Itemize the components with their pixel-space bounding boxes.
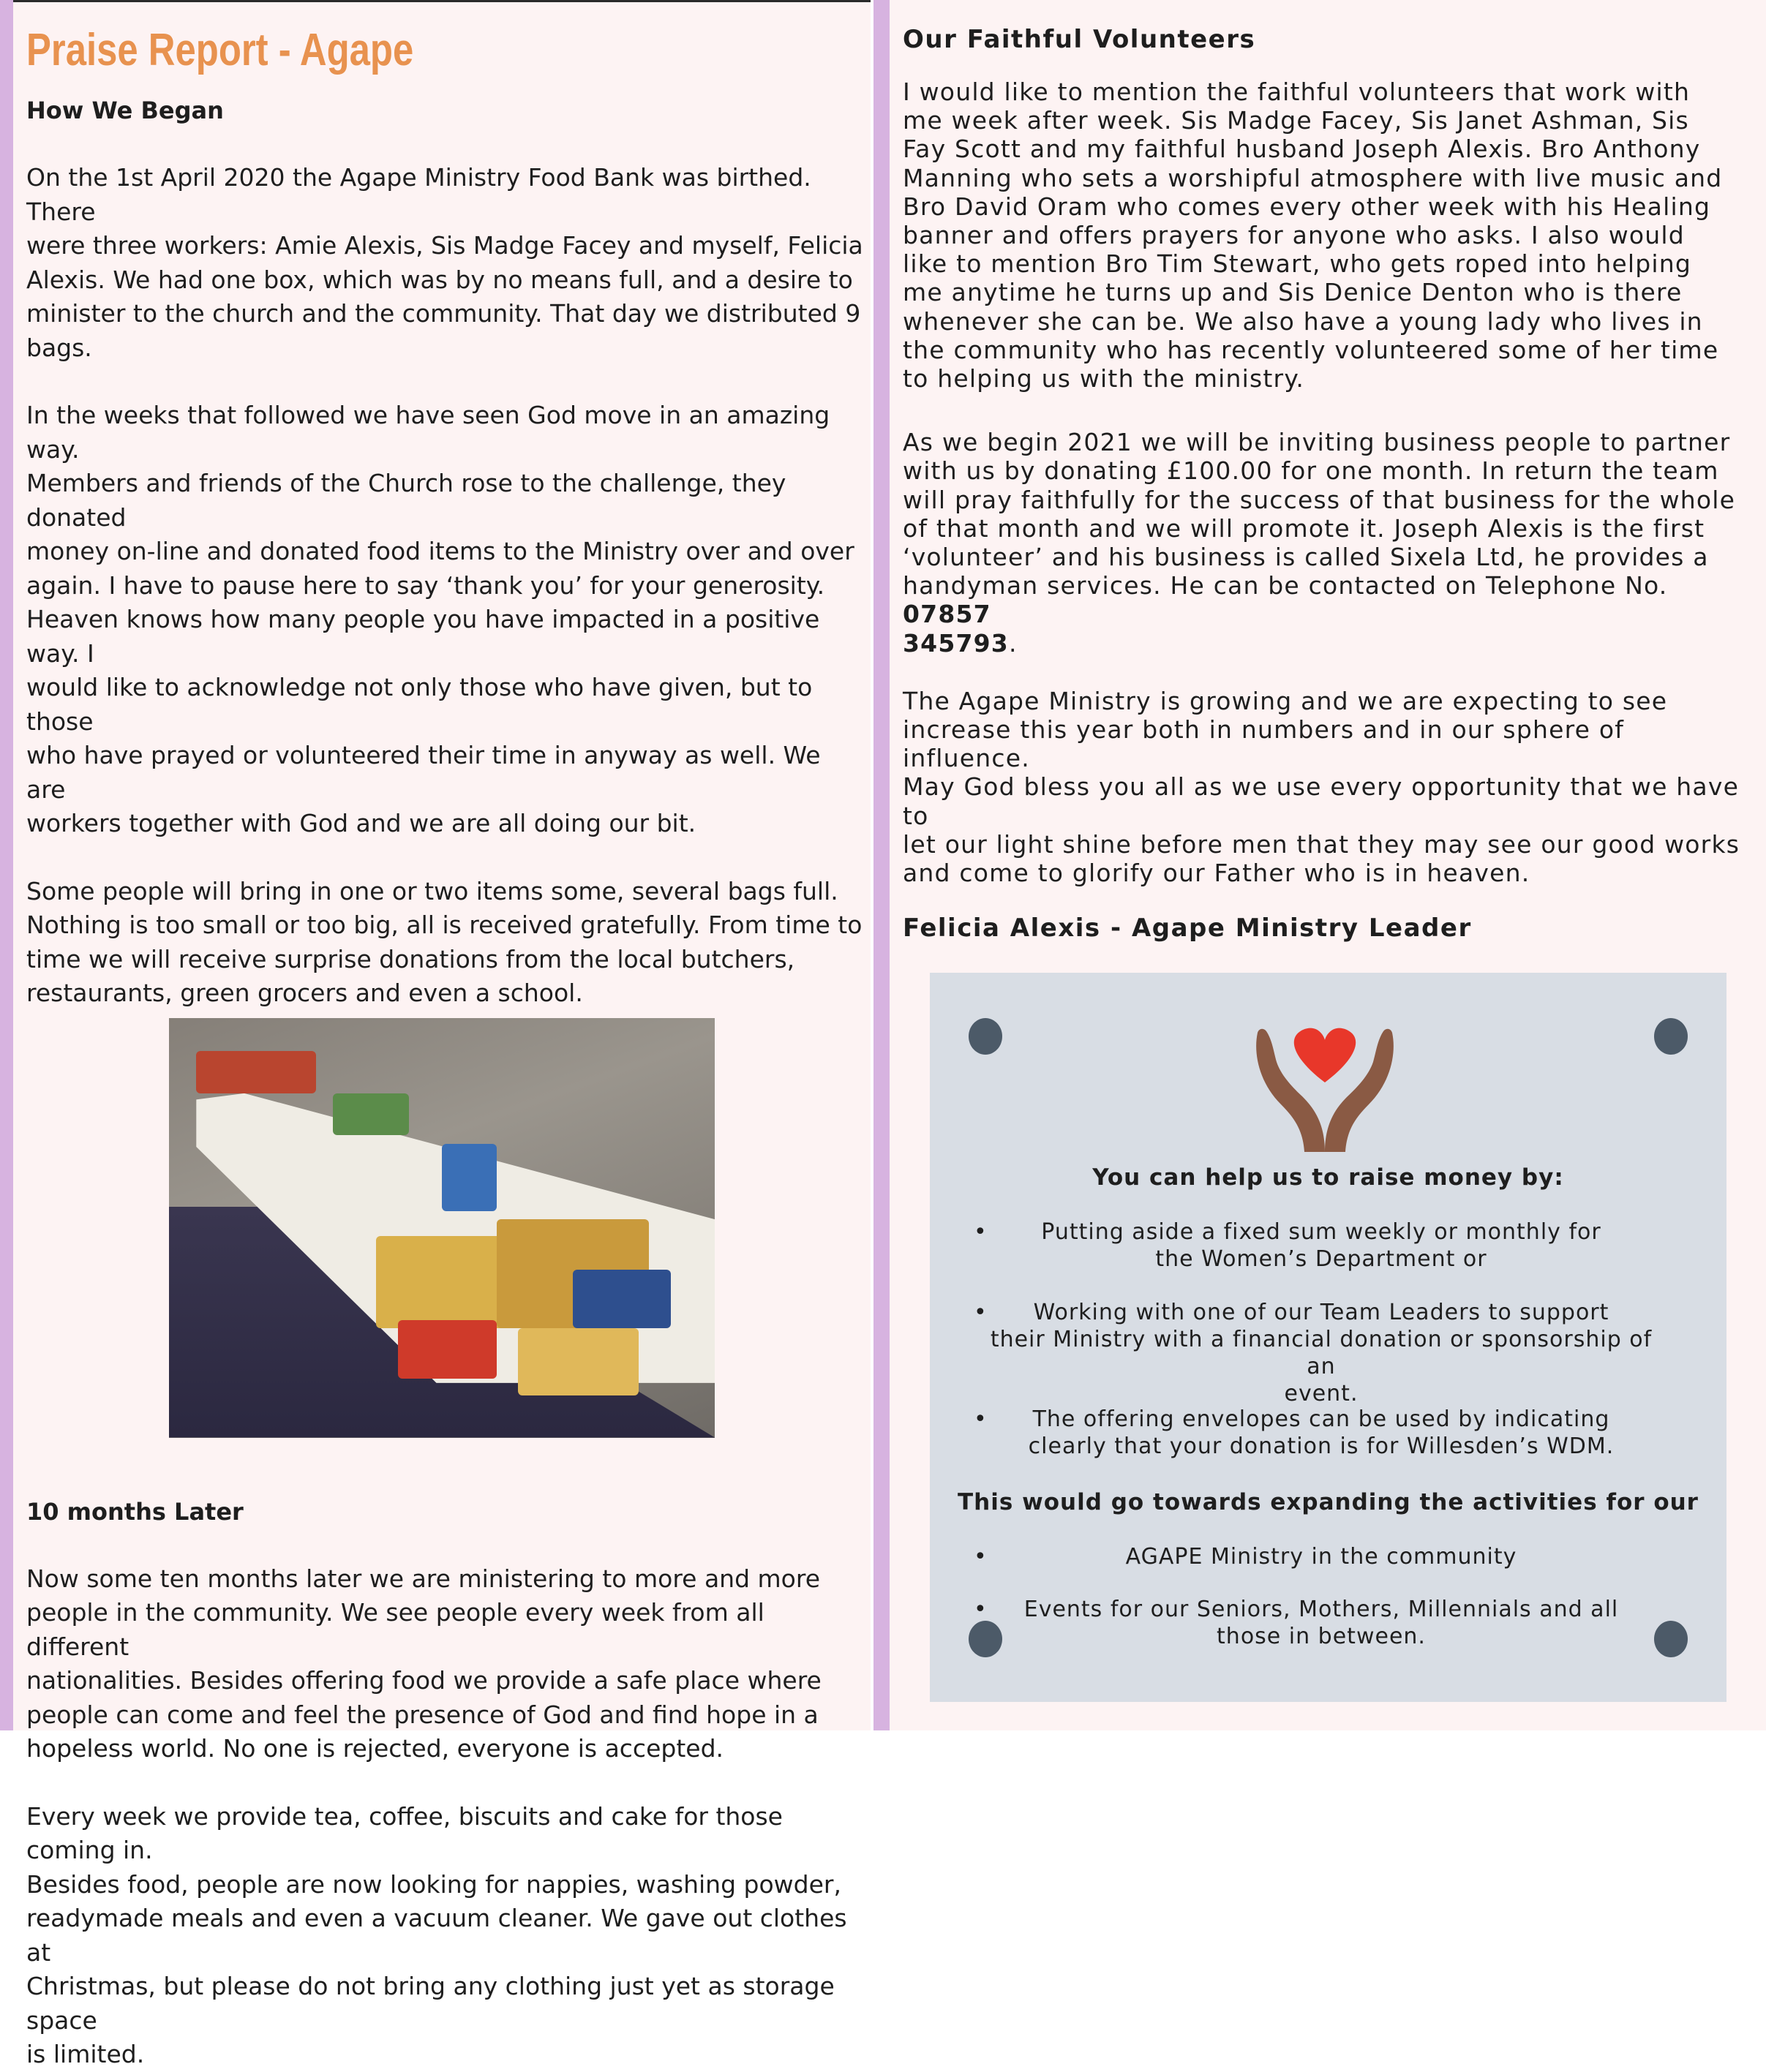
text-line: On the 1st April 2020 the Agape Ministry Food Bank was birthed. There [26,163,811,226]
text-line: Events for our Seniors, Mothers, Millennials and all [1023,1597,1619,1622]
list-item [974,1218,1669,1273]
text-line: Manning who sets a worshipful atmosphere with live music and [903,163,1723,192]
text-line: . [1008,628,1018,658]
column-divider [873,0,890,1730]
text-line: their Ministry with a financial donation or sponsorship of an [990,1327,1653,1379]
pin-dot [1654,1018,1688,1055]
spacer [903,887,1755,909]
spacer [26,1529,864,1562]
card-subtitle: This would go towards expanding the activities for our [958,1489,1699,1515]
spacer [26,1766,864,1800]
bullet: • [974,1597,988,1622]
text-line: Nothing is too small or too big, all is received gratefully. From time to [26,911,863,939]
top-rule [13,0,873,2]
right-column [903,20,1755,947]
text-line: Alexis. We had one box, which was by no means full, and a desire to [26,265,853,294]
text-line: workers together with God and we are all doing our bit. [26,809,696,837]
bullet: • [974,1406,988,1432]
paragraph-ministering [26,1562,864,1766]
text-line: May God bless you all as we use every opportunity that we have to [903,772,1740,830]
bullet: • [974,1300,988,1325]
paragraph-donations [26,875,864,1011]
heading-faithful-volunteers: Our Faithful Volunteers [903,25,1256,54]
spacer [903,393,1755,428]
text-line: me anytime he turns up and Sis Denice Denton who is there [903,278,1683,307]
text-line: Putting aside a fixed sum weekly or monthly for [1041,1219,1601,1245]
text-line: event. [1284,1381,1359,1406]
left-border [0,0,13,1730]
text-line: The Agape Ministry is growing and we are expecting to see [903,686,1668,715]
pin-dot [969,1018,1002,1055]
text-line: AGAPE Ministry in the community [1125,1544,1517,1570]
card-title: You can help us to raise money by: [1092,1164,1564,1191]
text-line: hopeless world. No one is rejected, everyone is accepted. [26,1734,724,1763]
text-line: me week after week. Sis Madge Facey, Sis Janet Ashman, Sis [903,106,1689,135]
text-line: the Women’s Department or [1155,1246,1487,1272]
text-line: time we will receive surprise donations from the local butchers, [26,944,795,973]
spacer [26,365,864,399]
photo-food-item [333,1093,409,1135]
spacer [903,59,1755,78]
text-line: Besides food, people are now looking for nappies, washing powder, [26,1869,841,1899]
list-item [974,1299,1669,1407]
text-line: Every week we provide tea, coffee, biscuits and cake for those coming in. [26,1801,783,1864]
food-bank-table-photo [169,1018,715,1438]
page-title: Praise Report - Agape [26,25,414,75]
donation-card [930,973,1726,1702]
spacer [903,658,1755,687]
spacer [26,1438,864,1495]
text-line: the community who has recently volunteered some of her time [903,335,1719,364]
paragraph-began [26,161,864,365]
text-line: people can come and feel the presence of God and find hope in a [26,1700,819,1729]
text-line: like to mention Bro Tim Stewart, who gets roped into helping [903,249,1691,279]
text-line: handyman services. He can be contacted on Telephone No. [903,571,1668,600]
text-line: restaurants, green grocers and even a school. [26,979,583,1007]
photo-food-item [573,1270,671,1328]
text-line: money on-line and donated food items to the Ministry over and over [26,537,854,565]
list-item [974,1596,1669,1650]
text-line: As we begin 2021 we will be inviting business people to partner [903,428,1731,457]
text-line: again. I have to pause here to say ‘thank you’ for your generosity. [26,570,825,600]
text-line: banner and offers prayers for anyone who asks. I also would [903,221,1685,250]
text-line: Fay Scott and my faithful husband Joseph Alexis. Bro Anthony [903,135,1701,164]
heading-how-we-began: How We Began [26,97,224,124]
text-line: with us by donating £100.00 for one month. In return the team [903,456,1719,486]
left-column [26,20,864,2072]
text-line: Some people will bring in one or two items some, several bags full. [26,876,838,905]
text-line: and come to glorify our Father who is in heaven. [903,859,1530,888]
paragraph-growing [903,687,1755,887]
photo-food-item [196,1051,316,1093]
text-line: I would like to mention the faithful volunteers that work with [903,78,1691,106]
heading-10-months-later: 10 months Later [26,1497,244,1526]
text-line: clearly that your donation is for Willesden’s WDM. [1028,1434,1615,1459]
text-line: The offering envelopes can be used by indicating [1032,1406,1610,1432]
phone-number-part1: 07857 [903,600,991,629]
spacer [26,841,864,875]
paragraph-weeks-followed [26,399,864,841]
text-line: In the weeks that followed we have seen God move in an amazing way. [26,401,830,464]
paragraph-every-week [26,1800,864,2072]
text-line: to helping us with the ministry. [903,364,1305,393]
photo-food-item [398,1320,496,1379]
bullet: • [974,1219,988,1245]
text-line: bags. [26,333,92,362]
text-line: nationalities. Besides offering food we provide a safe place where [26,1666,822,1695]
text-line: will pray faithfully for the success of that business for the whole [903,485,1736,514]
text-line: whenever she can be. We also have a young lady who lives in [903,306,1703,336]
list-item [974,1406,1669,1460]
text-line: Working with one of our Team Leaders to support [1033,1300,1609,1325]
spacer [26,127,864,161]
photo-food-item [442,1144,497,1211]
text-line: Members and friends of the Church rose to the challenge, they donated [26,469,786,532]
text-line: ‘volunteer’ and his business is called Sixela Ltd, he provides a [903,543,1709,572]
hands-holding-heart-icon [1252,1024,1398,1156]
list-item [974,1543,1669,1570]
text-line: Christmas, but please do not bring any clothing just yet as storage space [26,1972,835,2035]
signature: Felicia Alexis - Agape Ministry Leader [903,913,1472,943]
text-line: people in the community. We see people every week from all different [26,1598,764,1661]
text-line: were three workers: Amie Alexis, Sis Madge Facey and myself, Felicia [26,231,863,260]
text-line: Heaven knows how many people you have impacted in a positive way. I [26,605,820,668]
text-line: minister to the church and the community. That day we distributed 9 [26,299,861,328]
text-line: Bro David Oram who comes every other week with his Healing [903,192,1711,221]
text-line: would like to acknowledge not only those who have given, but to those [26,673,813,736]
text-line: those in between. [1217,1624,1426,1649]
text-line: who have prayed or volunteered their time in anyway as well. We are [26,741,821,804]
photo-food-item [518,1328,638,1395]
text-line: is limited. [26,2040,145,2068]
bullet: • [974,1544,988,1570]
phone-number-part2: 345793 [903,628,1009,658]
text-line: let our light shine before men that they may see our good works [903,829,1740,859]
text-line: increase this year both in numbers and in our sphere of influence. [903,715,1625,773]
text-line: readymade meals and even a vacuum cleaner. We gave out clothes at [26,1904,847,1967]
paragraph-volunteers [903,78,1755,393]
text-line: Now some ten months later we are ministering to more and more [26,1564,821,1593]
paragraph-business-partners [903,428,1755,658]
text-line: of that month and we will promote it. Joseph Alexis is the first [903,513,1705,543]
